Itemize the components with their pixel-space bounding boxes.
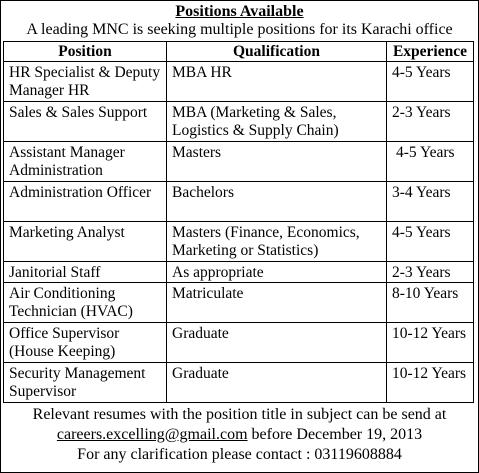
experience-cell: 4-5 Years <box>387 142 474 182</box>
position-cell: HR Specialist & Deputy Manager HR <box>4 62 167 102</box>
position-cell: Administration Officer <box>4 182 167 222</box>
table-row <box>4 323 474 363</box>
column-header-experience: Experience <box>387 42 474 62</box>
table-row <box>4 363 474 403</box>
email-link[interactable]: careers.excelling@gmail.com <box>56 426 248 443</box>
position-cell: Janitorial Staff <box>4 262 167 283</box>
position-cell: Sales & Sales Support <box>4 102 167 142</box>
positions-table <box>3 41 474 403</box>
table-row <box>4 102 474 142</box>
contact-footer <box>1 405 478 465</box>
table-row <box>4 62 474 102</box>
qualification-cell: Masters <box>167 142 387 182</box>
table-header-row <box>4 42 474 62</box>
ad-title: Positions Available <box>175 3 304 20</box>
footer-contact: For any clarification please contact : 03119608884 <box>77 446 402 463</box>
qualification-cell: Bachelors <box>167 182 387 222</box>
experience-cell: 10-12 Years <box>387 323 474 363</box>
qualification-cell: MBA HR <box>167 62 387 102</box>
column-header-position: Position <box>4 42 167 62</box>
table-row <box>4 182 474 222</box>
experience-cell: 10-12 Years <box>387 363 474 403</box>
footer-deadline: before December 19, 2013 <box>247 426 423 443</box>
qualification-cell: Graduate <box>167 363 387 403</box>
ad-subtitle: A leading MNC is seeking multiple positions for its Karachi office <box>26 21 453 38</box>
table-row <box>4 142 474 182</box>
qualification-cell: Matriculate <box>167 283 387 323</box>
experience-cell: 4-5 Years <box>387 222 474 262</box>
table-row <box>4 283 474 323</box>
position-cell: Air Conditioning Technician (HVAC) <box>4 283 167 323</box>
experience-cell: 2-3 Years <box>387 102 474 142</box>
position-cell: Assistant Manager Administration <box>4 142 167 182</box>
qualification-cell: As appropriate <box>167 262 387 283</box>
experience-cell: 2-3 Years <box>387 262 474 283</box>
qualification-cell: Masters (Finance, Economics, Marketing or Statistics) <box>167 222 387 262</box>
qualification-cell: MBA (Marketing & Sales, Logistics & Supply Chain) <box>167 102 387 142</box>
experience-cell: 8-10 Years <box>387 283 474 323</box>
footer-email-line <box>1 425 478 445</box>
position-cell: Marketing Analyst <box>4 222 167 262</box>
experience-cell: 3-4 Years <box>387 182 474 222</box>
table-row <box>4 262 474 283</box>
experience-cell: 4-5 Years <box>387 62 474 102</box>
position-cell: Office Supervisor (House Keeping) <box>4 323 167 363</box>
column-header-qualification: Qualification <box>167 42 387 62</box>
footer-instructions: Relevant resumes with the position title in subject can be send at <box>32 406 447 423</box>
position-cell: Security Management Supervisor <box>4 363 167 403</box>
qualification-cell: Graduate <box>167 323 387 363</box>
table-row <box>4 222 474 262</box>
